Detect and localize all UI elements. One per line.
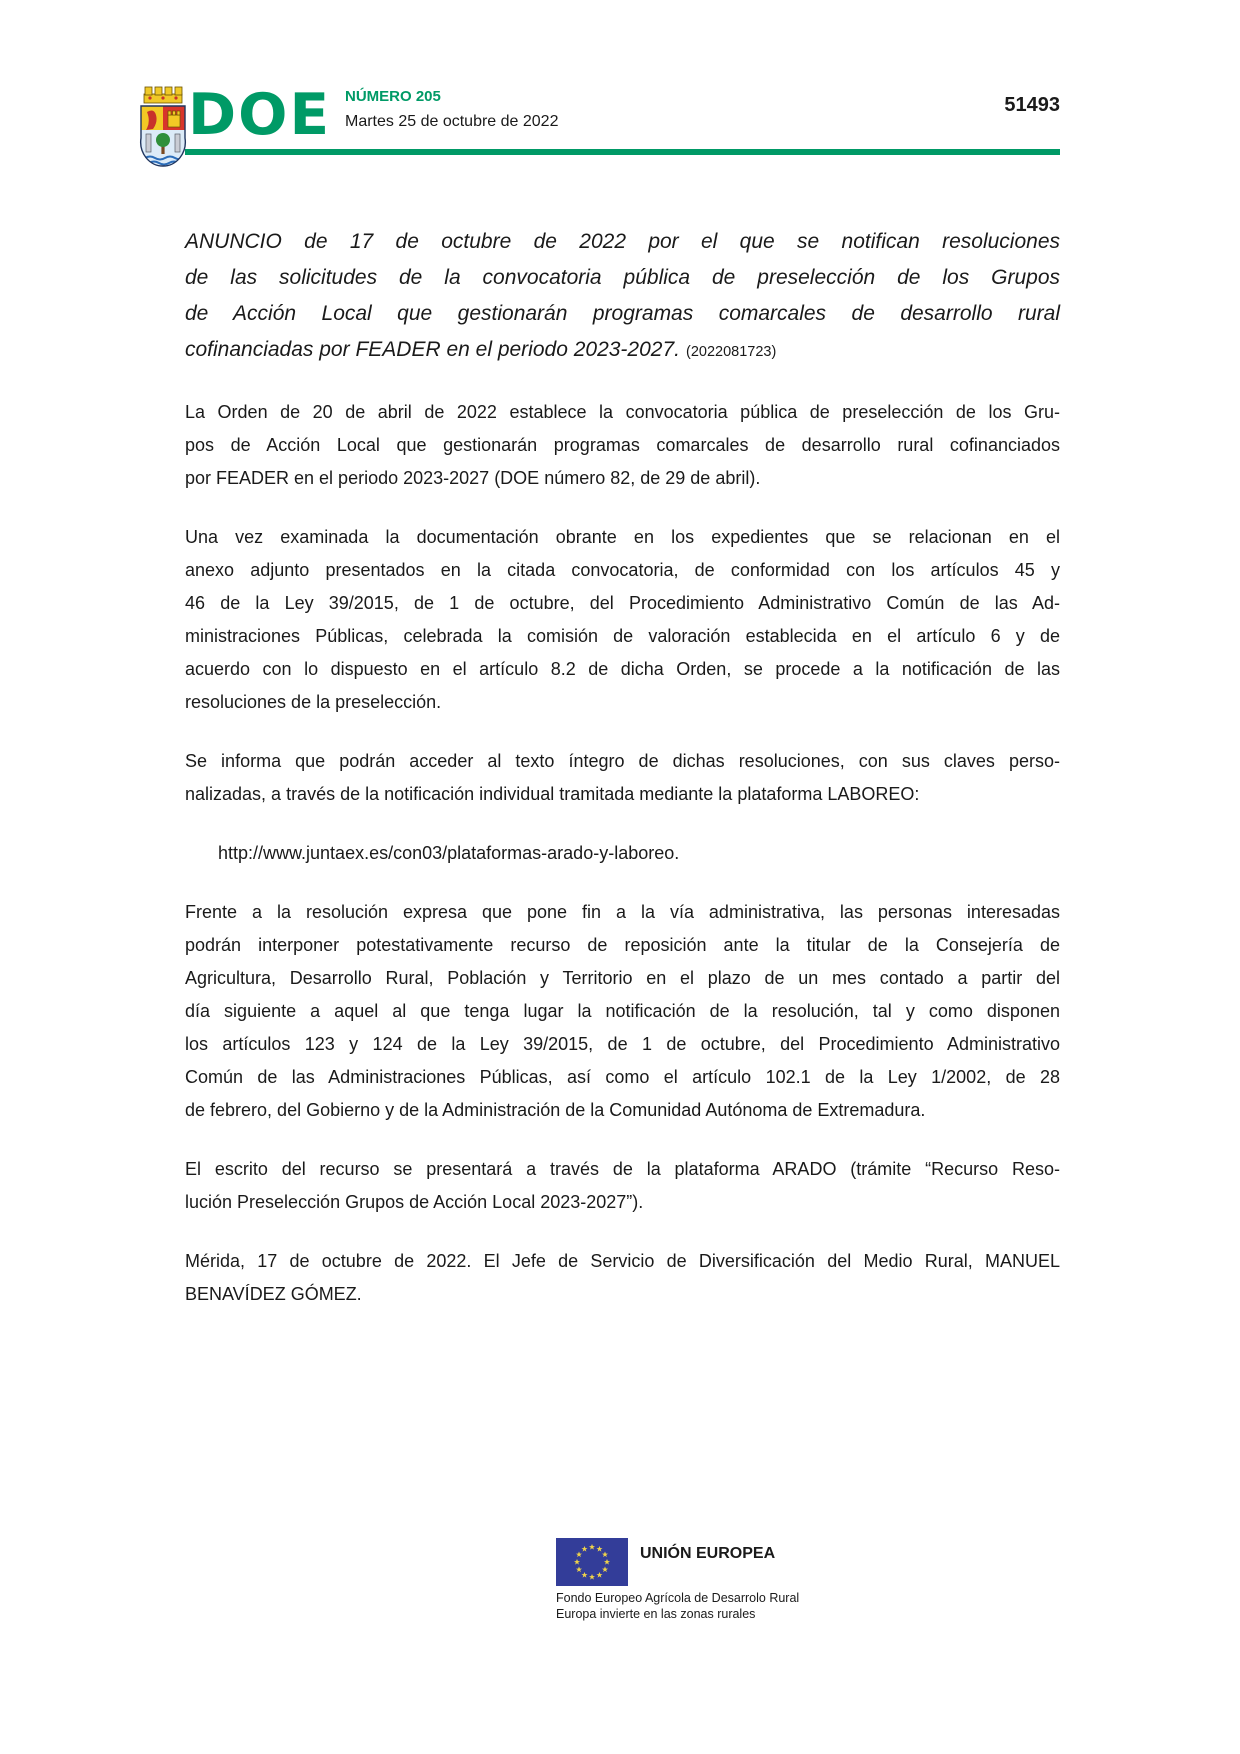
paragraph — [185, 396, 1060, 495]
paragraph — [185, 745, 1060, 811]
paragraph — [185, 1245, 1060, 1311]
paragraph-line: podrán interponer potestativamente recurso de reposición ante la titular de la Consejería de — [185, 935, 1060, 955]
doe-logo: DOE — [188, 81, 332, 148]
header-rule — [185, 149, 1060, 155]
laboreo-url[interactable]: http://www.juntaex.es/con03/plataformas-arado-y-laboreo. — [218, 843, 680, 863]
paragraph-line: acuerdo con lo dispuesto en el artículo 8.2 de dicha Orden, se procede a la notificación de las — [185, 659, 1060, 679]
paragraph-line: Agricultura, Desarrollo Rural, Población y Territorio en el plazo de un mes contado a partir del — [185, 968, 1060, 988]
eu-label: UNIÓN EUROPEA — [640, 1545, 776, 1562]
page-number: 51493 — [1004, 94, 1060, 116]
paragraph-line: Se informa que podrán acceder al texto íntegro de dichas resoluciones, con sus claves perso- — [185, 751, 1060, 771]
title-reference-code: (2022081723) — [685, 344, 777, 360]
extremadura-shield-icon — [137, 84, 189, 168]
paragraph — [185, 896, 1060, 1127]
paragraph — [185, 1153, 1060, 1219]
document-title — [185, 224, 1060, 370]
paragraph-line: BENAVÍDEZ GÓMEZ. — [185, 1284, 362, 1304]
title-line: de Acción Local que gestionarán programas comarcales de desarrollo rural — [185, 302, 1060, 325]
document-body — [185, 396, 1060, 1311]
paragraph-line: los artículos 123 y 124 de la Ley 39/2015, de 1 de octubre, del Procedimiento Administrativo — [185, 1034, 1060, 1054]
paragraph-line: día siguiente a aquel al que tenga lugar la notificación de la resolución, tal y como disponen — [185, 1001, 1060, 1021]
paragraph-line: Común de las Administraciones Públicas, así como el artículo 102.1 de la Ley 1/2002, de 28 — [185, 1067, 1060, 1087]
paragraph-line: resoluciones de la preselección. — [185, 692, 442, 712]
issue-date: Martes 25 de octubre de 2022 — [345, 113, 559, 130]
issue-number: NÚMERO 205 — [345, 88, 441, 105]
eu-flag-icon — [556, 1538, 628, 1586]
paragraph — [185, 521, 1060, 719]
paragraph-line: anexo adjunto presentados en la citada convocatoria, de conformidad con los artículos 45 y — [185, 560, 1060, 580]
paragraph-line: de febrero, del Gobierno y de la Administración de la Comunidad Autónoma de Extremadura. — [185, 1100, 926, 1120]
title-line: ANUNCIO de 17 de octubre de 2022 por el que se notifican resoluciones — [185, 230, 1060, 253]
fund-line-2: Europa invierte en las zonas rurales — [556, 1607, 756, 1621]
paragraph-line: 46 de la Ley 39/2015, de 1 de octubre, del Procedimiento Administrativo Común de las Ad- — [185, 593, 1060, 613]
paragraph-line: Una vez examinada la documentación obrante en los expedientes que se relacionan en el — [185, 527, 1060, 547]
title-last-text: cofinanciadas por FEADER en el periodo 2023-2027. — [185, 338, 680, 361]
paragraph-line: nalizadas, a través de la notificación individual tramitada mediante la plataforma LABOREO: — [185, 784, 920, 804]
eu-fund-text — [556, 1590, 799, 1622]
paragraph-line: El escrito del recurso se presentará a través de la plataforma ARADO (trámite “Recurso Reso- — [185, 1159, 1060, 1179]
fund-line-1: Fondo Europeo Agrícola de Desarrolo Rural — [556, 1591, 800, 1605]
paragraph-line: Frente a la resolución expresa que pone fin a la vía administrativa, las personas interesadas — [185, 902, 1060, 922]
document-content — [185, 224, 1060, 1311]
title-line: de las solicitudes de la convocatoria pública de preselección de los Grupos — [185, 266, 1060, 289]
title-line — [185, 332, 1060, 370]
paragraph-line: ministraciones Públicas, celebrada la comisión de valoración establecida en el artículo 6 y de — [185, 626, 1060, 646]
paragraph-line: La Orden de 20 de abril de 2022 establece la convocatoria pública de preselección de los Gru- — [185, 402, 1060, 422]
paragraph-line: por FEADER en el periodo 2023-2027 (DOE número 82, de 29 de abril). — [185, 468, 761, 488]
paragraph-line: Mérida, 17 de octubre de 2022. El Jefe de Servicio de Diversificación del Medio Rural, MANUEL — [185, 1251, 1060, 1271]
paragraph-line: lución Preselección Grupos de Acción Local 2023-2027”). — [185, 1192, 644, 1212]
paragraph-line: pos de Acción Local que gestionarán programas comarcales de desarrollo rural cofinanciados — [185, 435, 1060, 455]
